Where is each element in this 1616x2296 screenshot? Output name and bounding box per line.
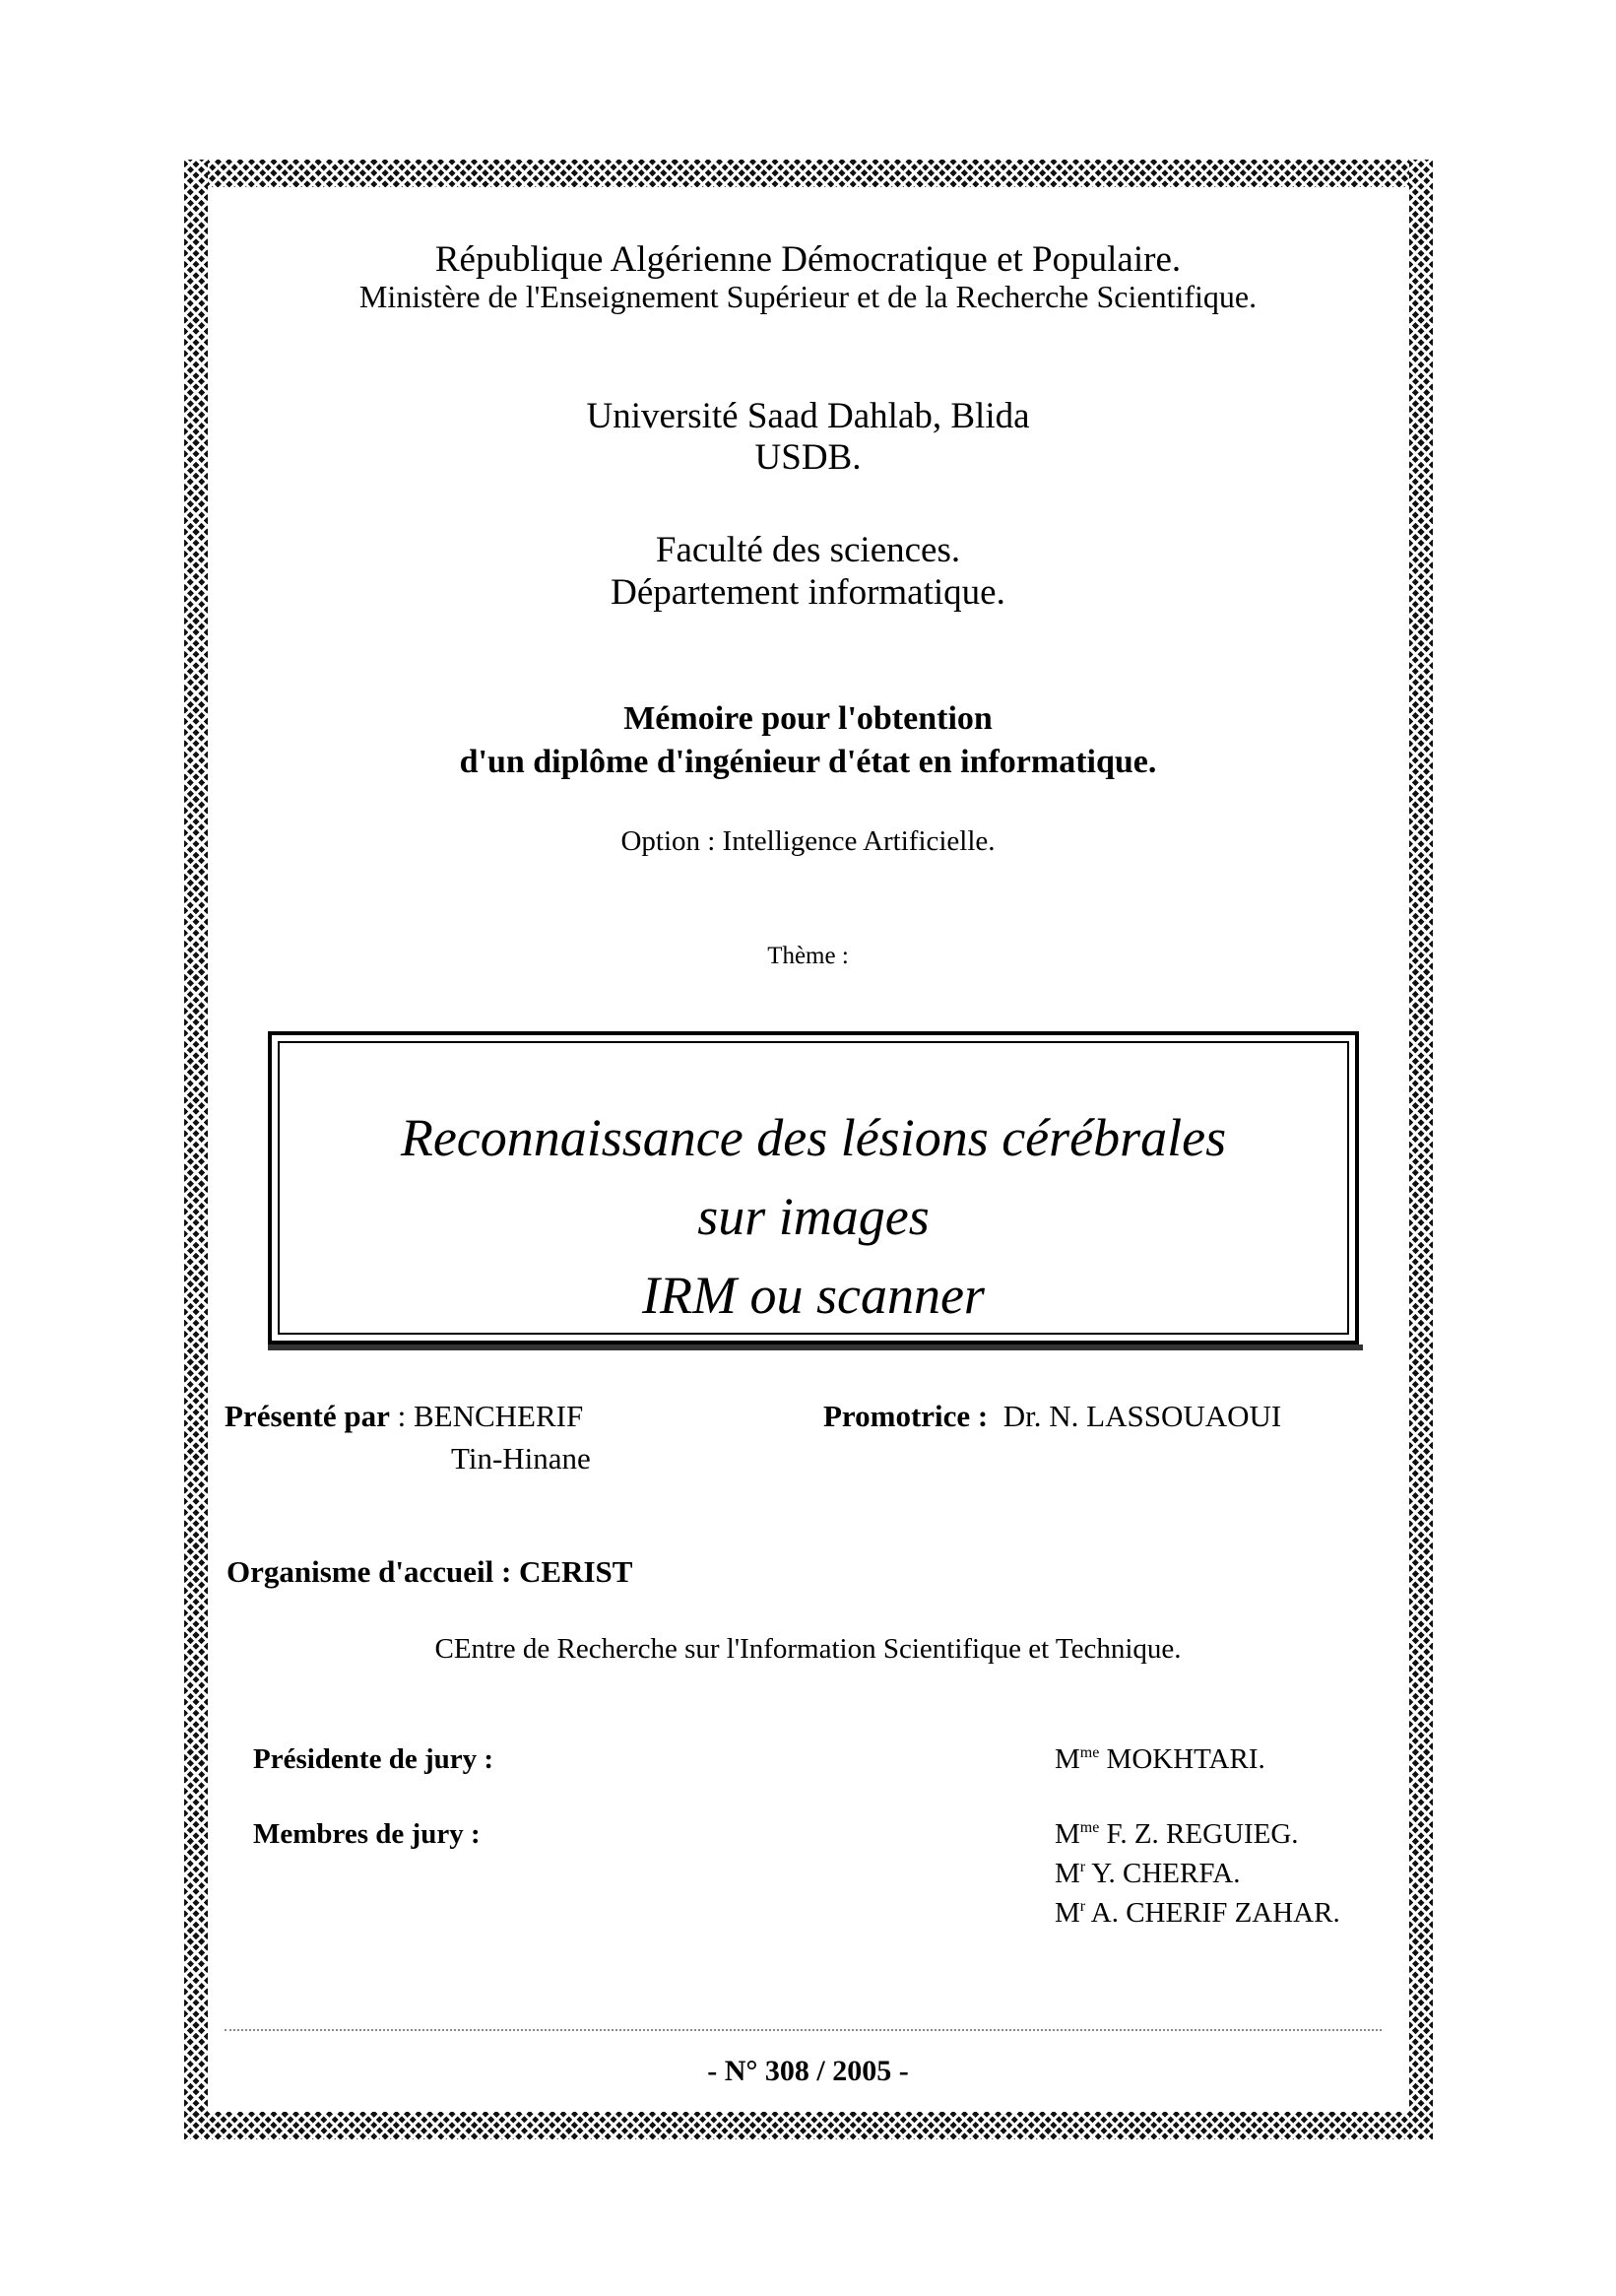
memoire-line-1: Mémoire pour l'obtention xyxy=(623,700,993,737)
thesis-title-box xyxy=(268,1031,1359,1345)
presented-by-label: Présenté par xyxy=(225,1399,390,1433)
border-top xyxy=(184,160,1433,187)
ministry-heading: Ministère de l'Enseignement Supérieur et de la Recherche Scientifique. xyxy=(358,279,1258,314)
promotrice-label: Promotrice : xyxy=(823,1399,989,1433)
jury-member: $M^r$ Y. CHERFA. xyxy=(1055,1858,1241,1890)
author-surname: BENCHERIF xyxy=(413,1399,584,1433)
author-firstname: Tin-Hinane xyxy=(451,1441,591,1476)
jury-president-name: $M^{me}$ MOKHTARI. xyxy=(1055,1743,1265,1776)
university-acronym: USDB. xyxy=(754,437,862,478)
border-bottom xyxy=(184,2112,1433,2139)
jury-member: $M^r$ A. CHERIF ZAHAR. xyxy=(1055,1897,1340,1930)
promotrice xyxy=(823,1401,1281,1431)
faculty-name: Faculté des sciences. xyxy=(655,530,961,570)
jury-president-label: Présidente de jury : xyxy=(253,1743,494,1775)
memoire-line-2: d'un diplôme d'ingénieur d'état en informatique. xyxy=(459,744,1157,780)
host-organization: Organisme d'accueil : CERIST xyxy=(226,1554,633,1589)
jury-members-label: Membres de jury : xyxy=(253,1818,481,1850)
promotrice-name: Dr. N. LASSOUAOUI xyxy=(1002,1399,1282,1433)
theme-label: Thème : xyxy=(767,943,849,969)
republic-heading: République Algérienne Démocratique et Populaire. xyxy=(434,239,1182,280)
host-full-name: CEntre de Recherche sur l'Information Scientifique et Technique. xyxy=(434,1633,1182,1665)
presented-by xyxy=(225,1401,583,1431)
university-name: Université Saad Dahlab, Blida xyxy=(586,396,1030,436)
dotted-divider xyxy=(225,2029,1382,2031)
thesis-title-line-3: IRM ou scanner xyxy=(642,1266,985,1325)
option-line: Option : Intelligence Artificielle. xyxy=(620,825,996,857)
thesis-title-line-1: Reconnaissance des lésions cérébrales xyxy=(400,1108,1227,1167)
jury-member: $M^{me}$ F. Z. REGUIEG. xyxy=(1055,1818,1299,1851)
department-name: Département informatique. xyxy=(611,572,1005,613)
thesis-title-line-2: sur images xyxy=(697,1187,930,1246)
presented-by-colon: : xyxy=(389,1399,414,1433)
document-number: - N° 308 / 2005 - xyxy=(707,2055,909,2087)
